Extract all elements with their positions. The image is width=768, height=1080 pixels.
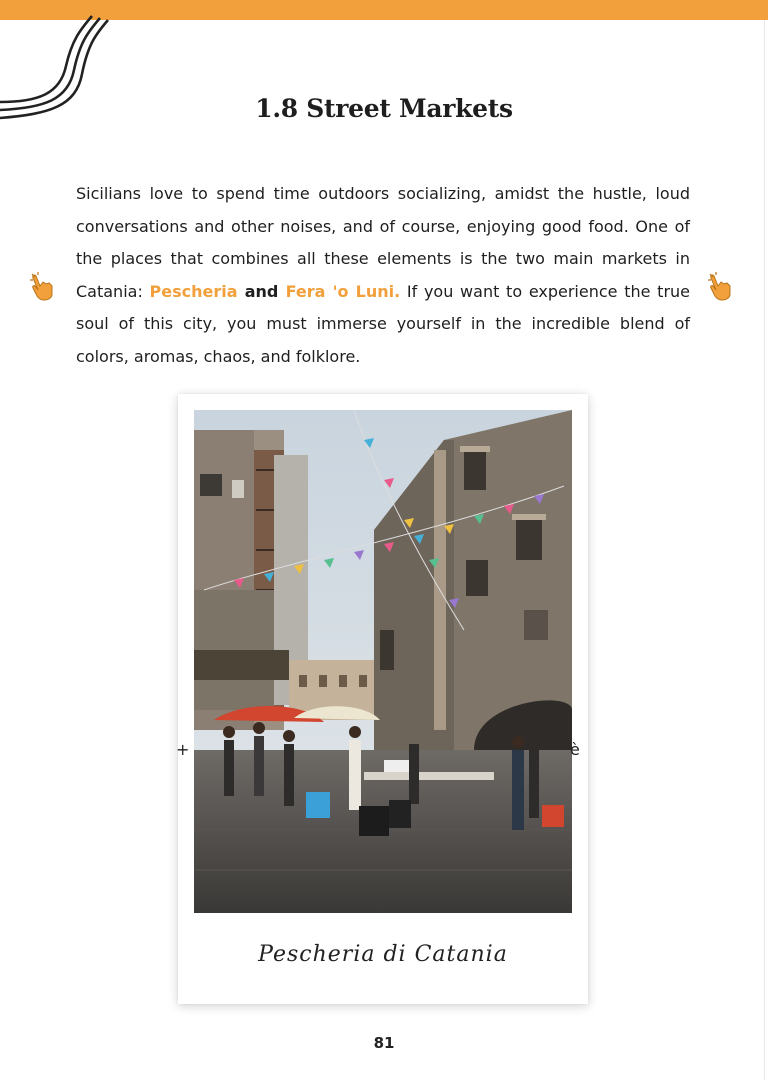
photo-mark-right: è bbox=[570, 740, 580, 759]
photo-caption: Pescheria di Catania bbox=[258, 942, 508, 967]
market-name-fera-o-luni: Fera 'o Luni. bbox=[285, 281, 401, 301]
paragraph-outro-text: If you want to experience the true soul of this city, you must immerse yourself in the incredible blend of colors, aromas, chaos, and folklore. bbox=[76, 281, 690, 366]
pointing-hand-icon bbox=[30, 272, 56, 302]
market-photo bbox=[194, 410, 572, 913]
photo-mark-left: + bbox=[176, 740, 190, 759]
page-number: 81 bbox=[373, 1034, 395, 1052]
intro-paragraph bbox=[76, 178, 690, 373]
market-name-pescheria: Pescheria bbox=[149, 281, 238, 301]
polaroid-photo-frame bbox=[178, 394, 588, 1004]
paragraph-intro-text: Sicilians love to spend time outdoors socializing, amidst the hustle, loud conversations and other noises, and of course, enjoying good food. One of the places that combines all these elements is the two main markets in Catania: bbox=[76, 184, 690, 301]
page-edge-line bbox=[764, 20, 765, 1080]
market-connector: and bbox=[237, 281, 286, 301]
page-title: 1.8 Street Markets bbox=[255, 94, 513, 123]
pointing-hand-icon bbox=[708, 272, 734, 302]
